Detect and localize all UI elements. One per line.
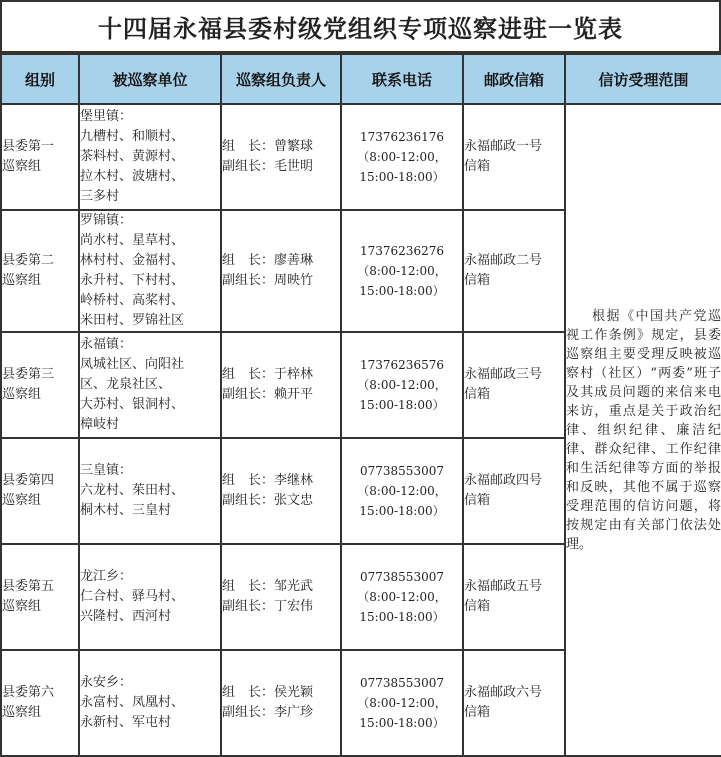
leaders-cell: 组 长：邹光武 副组长：丁宏伟: [221, 544, 341, 650]
header-group: 组别: [1, 54, 79, 104]
table-row: [1, 104, 721, 210]
group-cell: 县委第五 巡察组: [1, 544, 79, 650]
header-scope: 信访受理范围: [565, 54, 721, 104]
units-cell: 堡里镇： 九槽村、和顺村、 茶料村、黄源村、 拉木村、波塘村、 三多村: [79, 104, 221, 210]
inspection-table: [0, 53, 721, 757]
units-cell: 三皇镇： 六龙村、茱田村、 桐木村、三皇村: [79, 438, 221, 544]
header-row: [1, 54, 721, 104]
units-cell: 罗锦镇： 尚水村、星草村、 林村村、金福村、 永升村、下村村、 岭桥村、高桨村、 米田村、罗锦社区: [79, 210, 221, 332]
mailbox-cell: 永福邮政二号 信箱: [463, 210, 565, 332]
leaders-cell: 组 长：于梓林 副组长：赖开平: [221, 332, 341, 438]
leaders-cell: 组 长：李继林 副组长：张文忠: [221, 438, 341, 544]
group-cell: 县委第二 巡察组: [1, 210, 79, 332]
header-mailbox: 邮政信箱: [463, 54, 565, 104]
group-cell: 县委第四 巡察组: [1, 438, 79, 544]
mailbox-cell: 永福邮政四号 信箱: [463, 438, 565, 544]
leaders-cell: 组 长：侯光颖 副组长：李广珍: [221, 650, 341, 756]
mailbox-cell: 永福邮政五号 信箱: [463, 544, 565, 650]
phone-cell: 17376236176 （8:00-12:00， 15:00-18:00）: [341, 104, 463, 210]
group-cell: 县委第六 巡察组: [1, 650, 79, 756]
units-cell: 龙江乡： 仁合村、驿马村、 兴隆村、西河村: [79, 544, 221, 650]
mailbox-cell: 永福邮政六号 信箱: [463, 650, 565, 756]
leaders-cell: 组 长：廖善琳 副组长：周映竹: [221, 210, 341, 332]
mailbox-cell: 永福邮政三号 信箱: [463, 332, 565, 438]
header-leaders: 巡察组负责人: [221, 54, 341, 104]
scope-text: 根据《中国共产党巡视工作条例》规定，县委巡察组主要受理反映被巡察村（社区）“两委”班子及其成员问题的来信来电来访，重点是关于政治纪律、组织纪律、廉洁纪律、群众纪律、工作纪律和生活纪律等方面的举报和反映，其他不属于巡察受理范围的信访问题，将按规定由有关部门依法处理。: [566, 308, 721, 552]
group-cell: 县委第一 巡察组: [1, 104, 79, 210]
group-cell: 县委第三 巡察组: [1, 332, 79, 438]
units-cell: 永福镇： 凤城社区、向阳社 区、龙泉社区、 大苏村、银洞村、 樟岐村: [79, 332, 221, 438]
header-phone: 联系电话: [341, 54, 463, 104]
phone-cell: 17376236576 （8:00-12:00， 15:00-18:00）: [341, 332, 463, 438]
leaders-cell: 组 长：曾繁球 副组长：毛世明: [221, 104, 341, 210]
header-units: 被巡察单位: [79, 54, 221, 104]
phone-cell: 07738553007 （8:00-12:00， 15:00-18:00）: [341, 544, 463, 650]
units-cell: 永安乡： 永富村、凤凰村、 永新村、军屯村: [79, 650, 221, 756]
scope-cell: [565, 104, 721, 756]
phone-cell: 17376236276 （8:00-12:00， 15:00-18:00）: [341, 210, 463, 332]
phone-cell: 07738553007 （8:00-12:00， 15:00-18:00）: [341, 650, 463, 756]
page-title: 十四届永福县委村级党组织专项巡察进驻一览表: [0, 0, 721, 53]
mailbox-cell: 永福邮政一号 信箱: [463, 104, 565, 210]
phone-cell: 07738553007 （8:00-12:00， 15:00-18:00）: [341, 438, 463, 544]
